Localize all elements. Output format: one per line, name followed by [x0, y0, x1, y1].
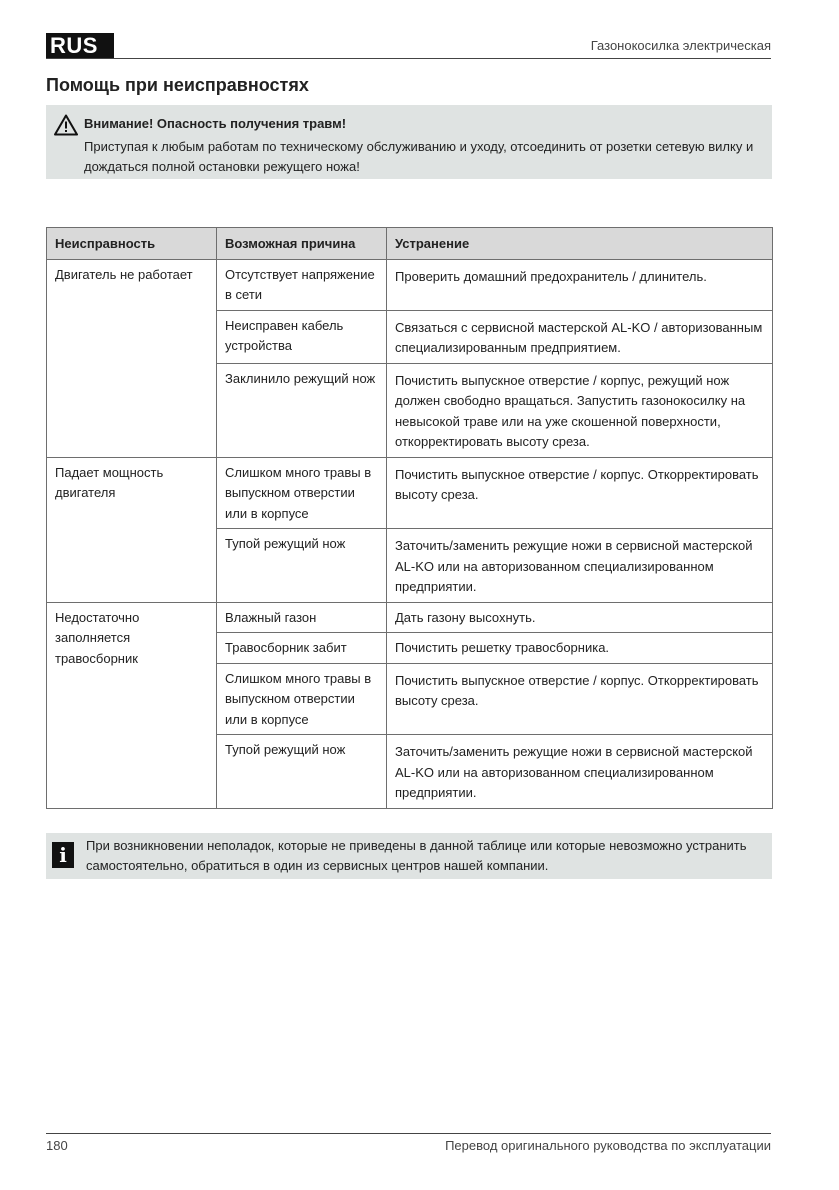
troubleshooting-table	[46, 227, 773, 809]
cause-cell: Отсутствует напряжение в сети	[217, 259, 387, 310]
info-icon: i	[52, 842, 74, 868]
remedy-cell: Почистить выпускное отверстие / корпус. Откорректировать высоту среза.	[387, 457, 773, 529]
language-badge: RUS	[46, 33, 114, 59]
cause-cell: Тупой режущий нож	[217, 529, 387, 603]
page-title: Помощь при неисправностях	[46, 75, 309, 95]
remedy-cell: Почистить выпускное отверстие / корпус. Откорректировать высоту среза.	[387, 663, 773, 735]
hint-box	[46, 833, 772, 879]
warning-triangle-icon	[54, 114, 78, 136]
header-cause: Возможная причина	[217, 228, 387, 260]
hint-text: При возникновении неполадок, которые не приведены в данной таблице или которые невозможно устранить самостоятельно, обратиться в один из сервисных центров нашей компании.	[86, 838, 747, 873]
cause-cell: Влажный газон	[217, 602, 387, 633]
remedy-cell: Заточить/заменить режущие ножи в сервисной мастерской AL-KO или на авторизованном специализированном предприятии.	[387, 735, 773, 809]
cause-cell: Слишком много травы в выпускном отверстии или в корпусе	[217, 457, 387, 529]
page-number: 180	[46, 1138, 68, 1153]
table-row	[47, 457, 773, 529]
cause-cell: Слишком много травы в выпускном отверстии или в корпусе	[217, 663, 387, 735]
header-divider	[46, 58, 771, 59]
fault-cell: Падает мощность двигателя	[47, 457, 217, 602]
remedy-cell: Почистить решетку травосборника.	[387, 633, 773, 664]
remedy-cell: Заточить/заменить режущие ножи в сервисной мастерской AL-KO или на авторизованном специализированном предприятии.	[387, 529, 773, 603]
remedy-cell: Дать газону высохнуть.	[387, 602, 773, 633]
remedy-cell: Связаться с сервисной мастерской AL-KO / авторизованным специализированным предприятием.	[387, 310, 773, 363]
fault-cell: Недостаточно заполняется травосборник	[47, 602, 217, 808]
warning-box	[46, 105, 772, 179]
table-row	[47, 259, 773, 310]
cause-cell: Тупой режущий нож	[217, 735, 387, 809]
warning-title: Внимание! Опасность получения травм!	[84, 116, 347, 131]
remedy-cell: Проверить домашний предохранитель / длинитель.	[387, 259, 773, 310]
table-row	[47, 602, 773, 633]
document-title: Газонокосилка электрическая	[590, 38, 771, 53]
cause-cell: Неисправен кабель устройства	[217, 310, 387, 363]
remedy-cell: Почистить выпускное отверстие / корпус, режущий нож должен свободно вращаться. Запустить газонокосилку на невысокой траве или на уже скошенной поверхности, откорректировать высоту среза.	[387, 363, 773, 457]
cause-cell: Заклинило режущий нож	[217, 363, 387, 457]
header-remedy: Устранение	[387, 228, 773, 260]
fault-cell: Двигатель не работает	[47, 259, 217, 457]
warning-text: Приступая к любым работам по техническому обслуживанию и уходу, отсоединить от розетки сетевую вилку и дождаться полной остановки режущего ножа!	[84, 139, 754, 174]
cause-cell: Травосборник забит	[217, 633, 387, 664]
table-header-row	[47, 228, 773, 260]
header-fault: Неисправность	[47, 228, 217, 260]
footer-text: Перевод оригинального руководства по эксплуатации	[445, 1138, 771, 1153]
footer-divider	[46, 1133, 771, 1134]
